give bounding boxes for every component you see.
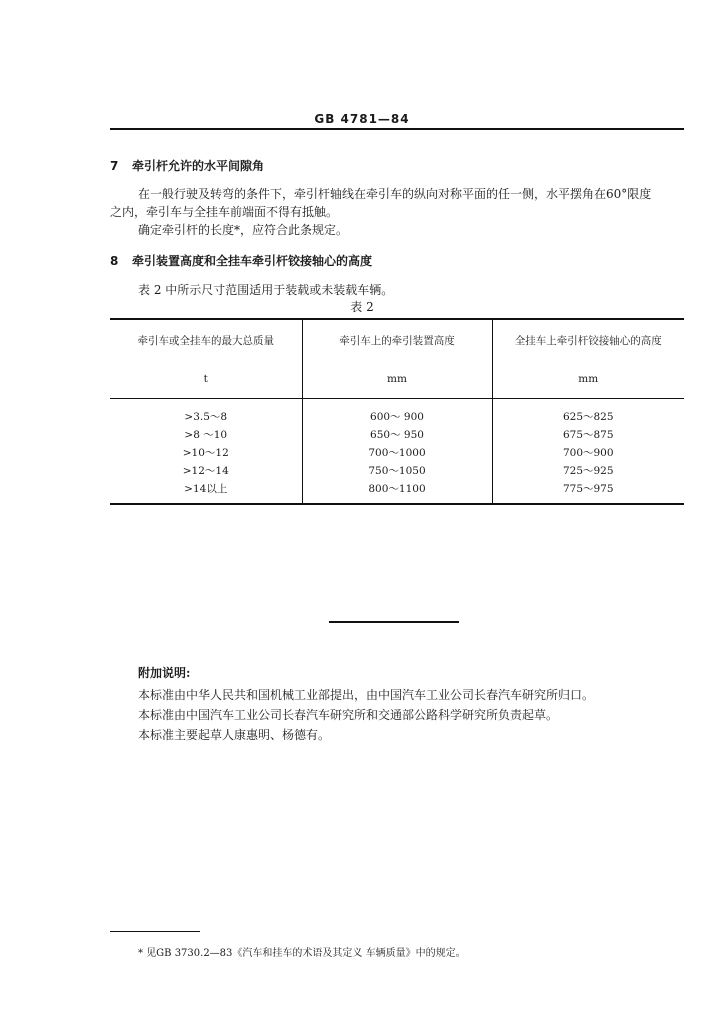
- section-8-heading: [110, 252, 372, 269]
- header-rule: [110, 128, 684, 130]
- cell-towing-height: 800～1100: [302, 479, 492, 504]
- notes-line-3: 本标准主要起草人康惠明、杨德有。: [138, 728, 331, 742]
- table-row: [110, 425, 684, 443]
- unit-towing-height: mm: [302, 360, 492, 399]
- cell-mass: >12～14: [182, 464, 229, 477]
- footnote-rule: [110, 931, 200, 932]
- section-8-title: 牵引装置高度和全挂车牵引杆铰接轴心的高度: [132, 254, 373, 268]
- section-divider: [329, 621, 459, 623]
- cell-towing-height: 750～1050: [302, 461, 492, 479]
- table-row: [110, 461, 684, 479]
- standard-code: GB 4781—84: [314, 112, 410, 126]
- cell-mass: >3.5～8: [184, 410, 228, 423]
- unit-pivot-height: mm: [492, 360, 684, 399]
- cell-mass: >10～12: [182, 446, 229, 459]
- section-7-para2: 确定牵引杆的长度*，应符合此条规定。: [138, 223, 349, 237]
- table-caption: 表 2: [350, 300, 374, 314]
- cell-pivot-height: 625～825: [492, 399, 684, 426]
- cell-towing-height: 600～ 900: [302, 399, 492, 426]
- table-row: [110, 443, 684, 461]
- table-row: [110, 399, 684, 426]
- table-2: [110, 318, 684, 505]
- cell-mass: >14以上: [110, 479, 302, 504]
- table-units-row: [110, 360, 684, 399]
- cell-pivot-height: 725～925: [492, 461, 684, 479]
- cell-towing-height: 700～1000: [302, 443, 492, 461]
- cell-towing-height: 650～ 950: [302, 425, 492, 443]
- section-7-para1-line1: 在一般行驶及转弯的条件下，牵引杆轴线在牵引车的纵向对称平面的任一侧，水平摆角在60°限度: [138, 187, 652, 201]
- cell-pivot-height: 700～900: [492, 443, 684, 461]
- height-table: [110, 318, 684, 505]
- cell-pivot-height: 775～975: [492, 479, 684, 504]
- header-mass: 牵引车或全挂车的最大总质量: [110, 319, 302, 360]
- section-7-para1-line2: 之内，牵引车与全挂车前端面不得有抵触。: [110, 205, 339, 219]
- notes-line-1: 本标准由中华人民共和国机械工业部提出，由中国汽车工业公司长春汽车研究所归口。: [138, 688, 595, 702]
- table-header-row: [110, 319, 684, 360]
- cell-mass: >8 ～10: [184, 428, 228, 441]
- section-7-heading: [110, 157, 264, 174]
- section-7-title: 牵引杆允许的水平间隙角: [132, 159, 265, 173]
- notes-line-2: 本标准由中国汽车工业公司长春汽车研究所和交通部公路科学研究所负责起草。: [138, 708, 559, 722]
- header-towing-height: 牵引车上的牵引装置高度: [302, 319, 492, 360]
- table-row: [110, 479, 684, 504]
- notes-title: 附加说明:: [138, 666, 191, 680]
- section-8-number: 8: [110, 254, 119, 268]
- section-7-number: 7: [110, 159, 119, 173]
- footnote: * 见GB 3730.2—83《汽车和挂车的术语及其定义 车辆质量》中的规定。: [138, 948, 466, 959]
- unit-mass: t: [110, 360, 302, 399]
- header-pivot-height: 全挂车上牵引杆铰接轴心的高度: [492, 319, 684, 360]
- section-8-para: 表 2 中所示尺寸范围适用于装载或未装载车辆。: [138, 283, 394, 297]
- cell-pivot-height: 675～875: [492, 425, 684, 443]
